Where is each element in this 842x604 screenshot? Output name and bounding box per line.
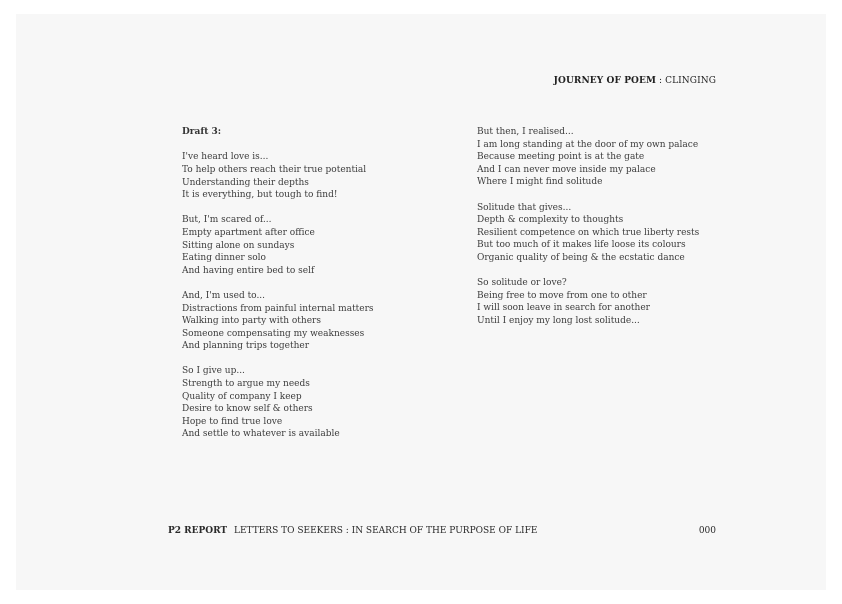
poem-line: But, I'm scared of... [182,215,272,226]
poem-line: To help others reach their true potential [182,164,367,175]
poem-line: And I can never move inside my palace [477,164,656,175]
header-title-bold: JOURNEY OF POEM [553,76,657,86]
stanza [477,126,777,189]
poem-line: So I give up... [182,366,245,377]
poem-line: Organic quality of being & the ecstatic dance [477,252,685,263]
document-page [16,14,826,590]
poem-line: I am long standing at the door of my own palace [477,139,699,150]
page-header [554,76,716,86]
poem-line: And having entire bed to self [182,265,315,276]
poem-line: And settle to whatever is available [182,429,340,440]
poem-line: Being free to move from one to other [477,290,647,301]
draft-title: Draft 3: [182,127,222,137]
page-footer [168,526,537,536]
poem-line: Someone compensating my weaknesses [182,328,365,339]
poem-line: Until I enjoy my long lost solitude... [477,315,640,326]
poem-line: I've heard love is... [182,152,269,163]
poem-line: Solitude that gives... [477,202,572,213]
stanza [182,365,462,441]
stanza [182,290,462,353]
poem-line: Where I might find solitude [477,177,603,188]
poem-right-column [477,126,777,340]
page-number: 000 [698,526,716,536]
poem-line: Walking into party with others [182,316,321,327]
poem-line: I will soon leave in search for another [477,303,650,314]
poem-line: And planning trips together [182,341,310,352]
poem-line: Sitting alone on sundays [182,240,295,251]
poem-line: But too much of it makes life loose its colours [477,240,686,251]
report-label: P2 REPORT [168,526,228,536]
poem-line: Quality of company I keep [182,391,302,402]
stanza [477,202,777,265]
stanza [182,151,462,201]
poem-line: Empty apartment after office [182,227,315,238]
poem-line: Eating dinner solo [182,253,266,264]
poem-line: Understanding their depths [182,177,309,188]
poem-line: And, I'm used to... [182,290,266,301]
poem-line: It is everything, but tough to find! [182,190,338,201]
stanza [477,277,777,327]
poem-line: Desire to know self & others [182,404,313,415]
header-title-rest: : CLINGING [656,76,716,86]
stanza [182,214,462,277]
poem-line: Strength to argue my needs [182,379,310,390]
poem-line: Resilient competence on which true liberty rests [477,227,700,238]
report-title: LETTERS TO SEEKERS : IN SEARCH OF THE PURPOSE OF LIFE [234,526,538,536]
poem-line: Hope to find true love [182,416,283,427]
poem-line: Because meeting point is at the gate [477,152,645,163]
poem-line: Depth & complexity to thoughts [477,215,624,226]
poem-left-column [182,126,462,454]
poem-line: So solitude or love? [477,278,567,289]
poem-line: Distractions from painful internal matters [182,303,374,314]
poem-line: But then, I realised... [477,127,574,137]
